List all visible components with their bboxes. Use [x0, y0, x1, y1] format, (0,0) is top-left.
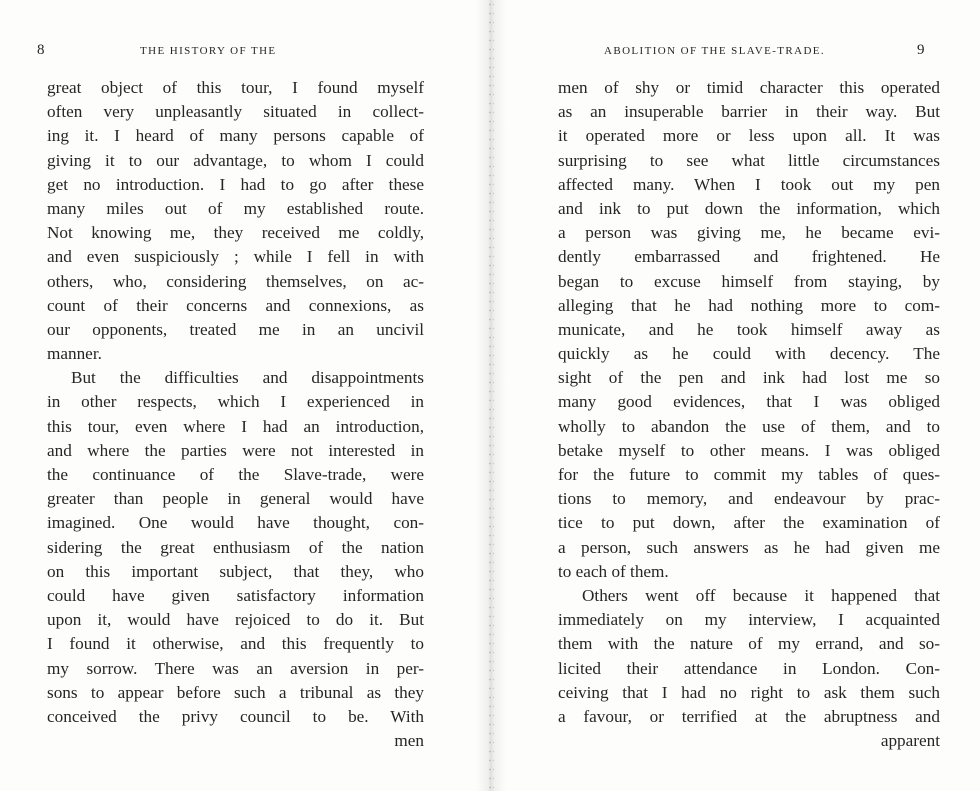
- text-line: count of their concerns and connexions, as: [47, 295, 424, 315]
- text-line: this tour, even where I had an introduction,: [47, 416, 424, 436]
- text-line: and where the parties were not interested in: [47, 440, 424, 460]
- text-line: Not knowing me, they received me coldly,: [47, 223, 424, 243]
- text-line: quickly as he could with decency. The: [558, 344, 940, 364]
- text-line: ing it. I heard of many persons capable of: [47, 126, 424, 146]
- text-line: ceiving that I had no right to ask them such: [558, 682, 940, 702]
- page-number: 9: [917, 42, 925, 58]
- text-line: often very unpleasantly situated in collect-: [47, 102, 424, 122]
- text-line: and even suspiciously ; while I fell in with: [47, 247, 424, 267]
- right-page-header: [506, 42, 980, 62]
- text-line: and ink to put down the information, which: [558, 198, 940, 218]
- text-line: tice to put down, after the examination of: [558, 513, 940, 533]
- running-head: ABOLITION OF THE SLAVE-TRADE.: [604, 45, 826, 57]
- text-line: sidering the great enthusiasm of the nation: [47, 537, 424, 557]
- text-line: imagined. One would have thought, con-: [47, 513, 424, 533]
- catchword: men: [394, 731, 424, 751]
- text-line: a person was giving me, he became evi-: [558, 223, 940, 243]
- text-line: to each of them.: [558, 561, 669, 581]
- text-line: immediately on my interview, I acquainted: [558, 610, 940, 630]
- catchword: apparent: [880, 731, 940, 751]
- running-head: THE HISTORY OF THE: [140, 45, 277, 57]
- text-line: a favour, or terrified at the abruptness and: [558, 706, 940, 726]
- text-line: tions to memory, and endeavour by prac-: [558, 489, 940, 509]
- text-line: a person, such answers as he had given me: [558, 537, 940, 557]
- left-page-header: [0, 42, 476, 62]
- text-line: upon it, would have rejoiced to do it. But: [47, 610, 424, 630]
- text-line: others, who, considering themselves, on ac-: [47, 271, 424, 291]
- text-line: as an insuperable barrier in their way. But: [558, 102, 940, 122]
- right-page-text: [558, 76, 940, 753]
- text-line: greater than people in general would have: [47, 489, 424, 509]
- text-line: in other respects, which I experienced in: [47, 392, 424, 412]
- text-line: get no introduction. I had to go after these: [47, 174, 424, 194]
- text-line: giving it to our advantage, to whom I could: [47, 150, 424, 170]
- text-line: alleging that he had nothing more to com-: [558, 295, 940, 315]
- text-line: betake myself to other means. I was obliged: [558, 440, 940, 460]
- text-line: it operated more or less upon all. It was: [558, 126, 940, 146]
- text-line: licited their attendance in London. Con-: [558, 658, 940, 678]
- text-line: Others went off because it happened that: [582, 585, 940, 605]
- text-line: great object of this tour, I found myself: [47, 78, 424, 97]
- text-line: them with the nature of my errand, and so-: [558, 634, 940, 654]
- left-page-text: [47, 76, 424, 753]
- text-line: for the future to commit my tables of ques-: [558, 465, 940, 484]
- text-line: conceived the privy council to be. With: [47, 706, 424, 726]
- text-line: But the difficulties and disappointments: [71, 368, 424, 388]
- text-line: began to excuse himself from staying, by: [558, 271, 940, 291]
- text-line: surprising to see what little circumstances: [558, 150, 940, 170]
- text-line: dently embarrassed and frightened. He: [558, 247, 940, 267]
- text-line: sight of the pen and ink had lost me so: [558, 368, 940, 388]
- text-line: our opponents, treated me in an uncivil: [47, 319, 424, 339]
- text-line: the continuance of the Slave-trade, were: [47, 465, 424, 484]
- text-line: men of shy or timid character this operated: [558, 78, 940, 97]
- text-line: manner.: [47, 344, 102, 364]
- text-line: many miles out of my established route.: [47, 198, 424, 218]
- right-page: [506, 0, 980, 791]
- text-line: on this important subject, that they, who: [47, 561, 424, 581]
- text-line: my sorrow. There was an aversion in per-: [47, 658, 424, 678]
- left-page: [0, 0, 476, 791]
- text-line: could have given satisfactory information: [47, 585, 424, 605]
- text-line: municate, and he took himself away as: [558, 319, 940, 339]
- text-line: I found it otherwise, and this frequently to: [47, 634, 424, 654]
- text-line: many good evidences, that I was obliged: [558, 392, 940, 412]
- page-number: 8: [37, 42, 45, 58]
- gutter-stitching: [488, 0, 494, 791]
- text-line: wholly to abandon the use of them, and to: [558, 416, 940, 436]
- text-line: sons to appear before such a tribunal as they: [47, 682, 424, 702]
- text-line: affected many. When I took out my pen: [558, 174, 940, 194]
